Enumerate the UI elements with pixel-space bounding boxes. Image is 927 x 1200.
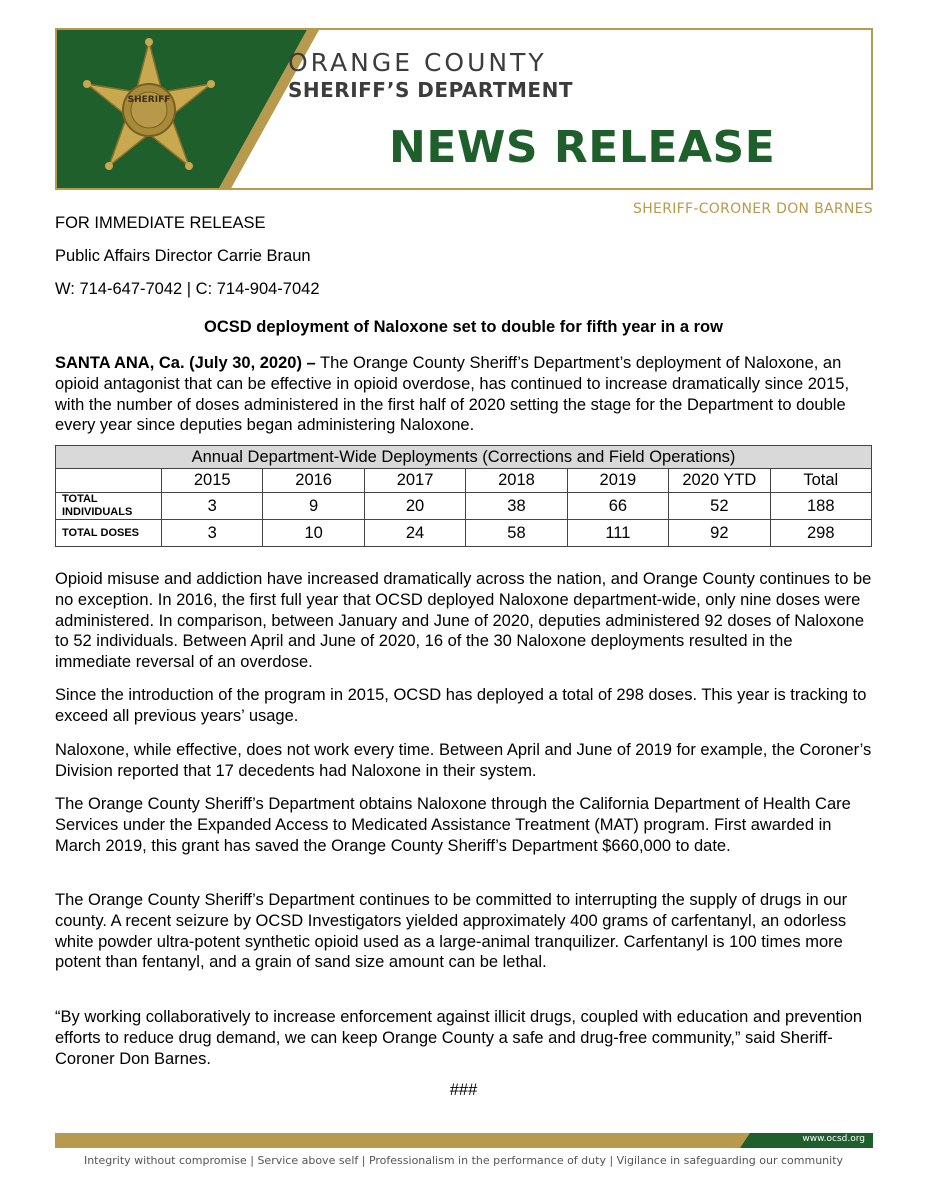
- contact-director: Public Affairs Director Carrie Braun: [55, 247, 311, 265]
- table-cell: 298: [770, 520, 871, 547]
- table-header-cell: 2015: [162, 469, 263, 493]
- table-cell: 188: [770, 493, 871, 520]
- news-release-title: NEWS RELEASE: [389, 122, 776, 173]
- dateline: SANTA ANA, Ca. (July 30, 2020) –: [55, 354, 316, 372]
- table-cell: 9: [263, 493, 364, 520]
- table-cell: 20: [364, 493, 465, 520]
- table-header-corner: [56, 469, 162, 493]
- row-label: TOTAL INDIVIDUALS: [56, 493, 162, 520]
- table-cell: 58: [466, 520, 567, 547]
- table-cell: 111: [567, 520, 668, 547]
- intro-paragraph: [55, 353, 873, 436]
- table-cell: 66: [567, 493, 668, 520]
- table-cell: 3: [162, 493, 263, 520]
- table-cell: 92: [669, 520, 770, 547]
- table-cell: 3: [162, 520, 263, 547]
- table-header-cell: 2016: [263, 469, 364, 493]
- body-paragraph: Opioid misuse and addiction have increased dramatically across the nation, and Orange County continues to be no exception. In 2016, the first full year that OCSD deployed Naloxone department-wide, only nine doses were administered. In comparison, between January and June of 2020, deputies administered 92 doses of Naloxone to 52 individuals. Between April and June of 2020, 16 of the 30 Naloxone deployments resulted in the immediate reversal of an overdose.: [55, 570, 872, 672]
- table-header-row: [56, 469, 872, 493]
- release-label: FOR IMMEDIATE RELEASE: [55, 214, 266, 232]
- footer-values: Integrity without compromise | Service above self | Professionalism in the performance of duty | Vigilance in safeguarding our community: [83, 1154, 844, 1167]
- table-header-cell: 2019: [567, 469, 668, 493]
- contact-phones: W: 714-647-7042 | C: 714-904-7042: [55, 280, 320, 298]
- footer-bar: [55, 1133, 873, 1148]
- sheriff-name: SHERIFF-CORONER DON BARNES: [633, 201, 873, 217]
- headline: OCSD deployment of Naloxone set to double for fifth year in a row: [204, 318, 723, 336]
- table-row: [56, 493, 872, 520]
- table-row: [56, 520, 872, 547]
- header-banner: [55, 28, 873, 190]
- table-caption: Annual Department-Wide Deployments (Corrections and Field Operations): [56, 446, 872, 469]
- body-paragraph: The Orange County Sheriff’s Department continues to be committed to interrupting the supply of drugs in our county. A recent seizure by OCSD Investigators yielded approximately 400 grams of carfentanyl, an odorless white powder ultra-potent synthetic opioid used as a large-animal tranquilizer. Carfentanyl is 100 times more potent than fentanyl, and a grain of sand size amount can be lethal.: [55, 891, 848, 972]
- intro-text: The Orange County Sheriff’s Department’s deployment of Naloxone, an opioid antagonist that can be effective in opioid overdose, has continued to increase dramatically since 2015, with the number of doses administered in the first half of 2020 setting the stage for the Department to double every year since deputies began administering Naloxone.: [55, 354, 850, 435]
- deployments-table: [55, 445, 872, 547]
- end-mark: ###: [449, 1081, 478, 1099]
- table-header-cell: 2018: [466, 469, 567, 493]
- svg-text:SHERIFF: SHERIFF: [127, 95, 171, 105]
- body-paragraph: Naloxone, while effective, does not work every time. Between April and June of 2019 for example, the Coroner’s Division reported that 17 decedents had Naloxone in their system.: [55, 741, 872, 780]
- table-cell: 52: [669, 493, 770, 520]
- table-header-cell: Total: [770, 469, 871, 493]
- body-paragraph: Since the introduction of the program in 2015, OCSD has deployed a total of 298 doses. This year is tracking to exceed all previous years’ usage.: [55, 686, 867, 725]
- org-name-line2: SHERIFF’S DEPARTMENT: [288, 78, 573, 102]
- org-name-line1: ORANGE COUNTY: [288, 48, 547, 77]
- body-paragraph: The Orange County Sheriff’s Department obtains Naloxone through the California Department of Health Care Services under the Expanded Access to Medicated Assistance Treatment (MAT) program. First awarded in March 2019, this grant has saved the Orange County Sheriff’s Department $660,000 to date.: [55, 795, 851, 855]
- footer-url[interactable]: www.ocsd.org: [802, 1134, 865, 1144]
- quote-paragraph: “By working collaboratively to increase enforcement against illicit drugs, coupled with education and prevention efforts to reduce drug demand, we can keep Orange County a safe and drug-free community,” said Sheriff-Coroner Don Barnes.: [55, 1008, 863, 1068]
- table-header-cell: 2020 YTD: [669, 469, 770, 493]
- table-header-cell: 2017: [364, 469, 465, 493]
- table-cell: 38: [466, 493, 567, 520]
- table-cell: 24: [364, 520, 465, 547]
- table-cell: 10: [263, 520, 364, 547]
- row-label: TOTAL DOSES: [56, 520, 162, 547]
